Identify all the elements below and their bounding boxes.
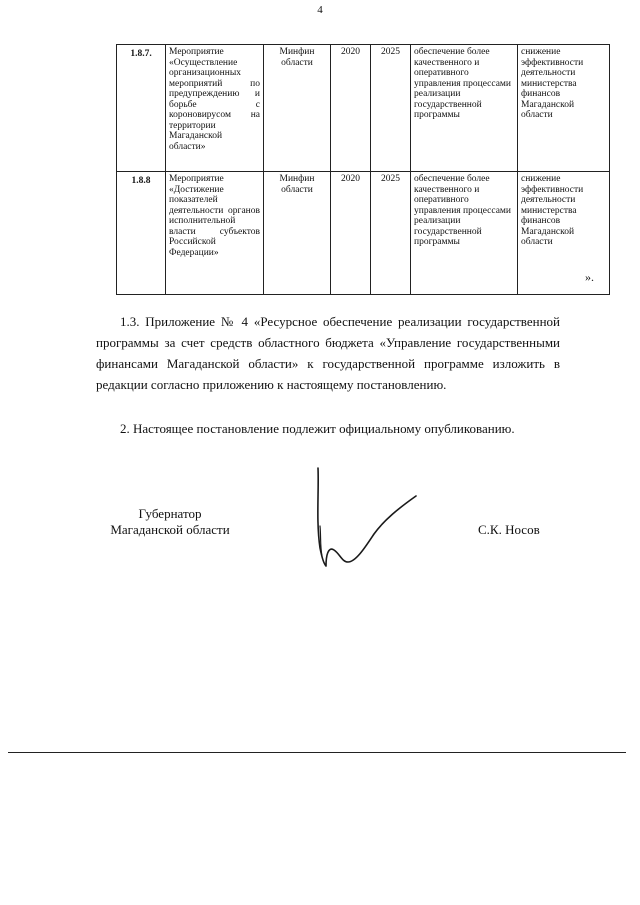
measure-indicator: снижение эффективности деятельности министерства финансов Магаданской области	[518, 172, 610, 295]
page-number: 4	[317, 4, 323, 16]
measure-number: 1.8.7.	[117, 45, 166, 172]
measures-table	[116, 44, 610, 295]
measure-executor: Минфин области	[264, 45, 331, 172]
measure-year-end: 2025	[371, 172, 411, 295]
governor-name: С.К. Носов	[478, 522, 540, 537]
measure-number: 1.8.8	[117, 172, 166, 295]
measure-year-start: 2020	[331, 172, 371, 295]
measure-name: Мероприятие «Достижение показателей деятельности органов исполнительной власти субъектов Российской Федерации»	[166, 172, 264, 295]
table-row	[117, 45, 610, 172]
handwritten-signature	[314, 466, 424, 571]
table-closing-mark: ».	[585, 270, 594, 284]
measure-indicator: снижение эффективности деятельности министерства финансов Магаданской области	[518, 45, 610, 172]
footer-divider	[8, 752, 626, 753]
governor-title	[100, 506, 240, 538]
measure-result: обеспечение более качественного и оперативного управления процессами реализации государственной программы	[411, 172, 518, 295]
governor-title-line: Магаданской области	[110, 522, 230, 537]
measure-year-end: 2025	[371, 45, 411, 172]
measure-executor: Минфин области	[264, 172, 331, 295]
paragraph-text: 2. Настоящее постановление подлежит официальному опубликованию.	[120, 421, 515, 436]
governor-title-line: Губернатор	[138, 506, 202, 521]
measure-name: Мероприятие «Осуществление организационных мероприятий по предупреждению и борьбе с короновирусом на территории Магаданской области»	[166, 45, 264, 172]
measure-year-start: 2020	[331, 45, 371, 172]
paragraph-amendment	[96, 311, 560, 395]
paragraph-publication	[96, 418, 560, 439]
paragraph-text: 1.3. Приложение № 4 «Ресурсное обеспечение реализации государственной программы за счет средств областного бюджета «Управление государственными финансами Магаданской области» к государственной программе изложить в редакции согласно приложению к настоящему постановлению.	[96, 314, 560, 392]
measure-result: обеспечение более качественного и оперативного управления процессами реализации государственной программы	[411, 45, 518, 172]
table-row	[117, 172, 610, 295]
